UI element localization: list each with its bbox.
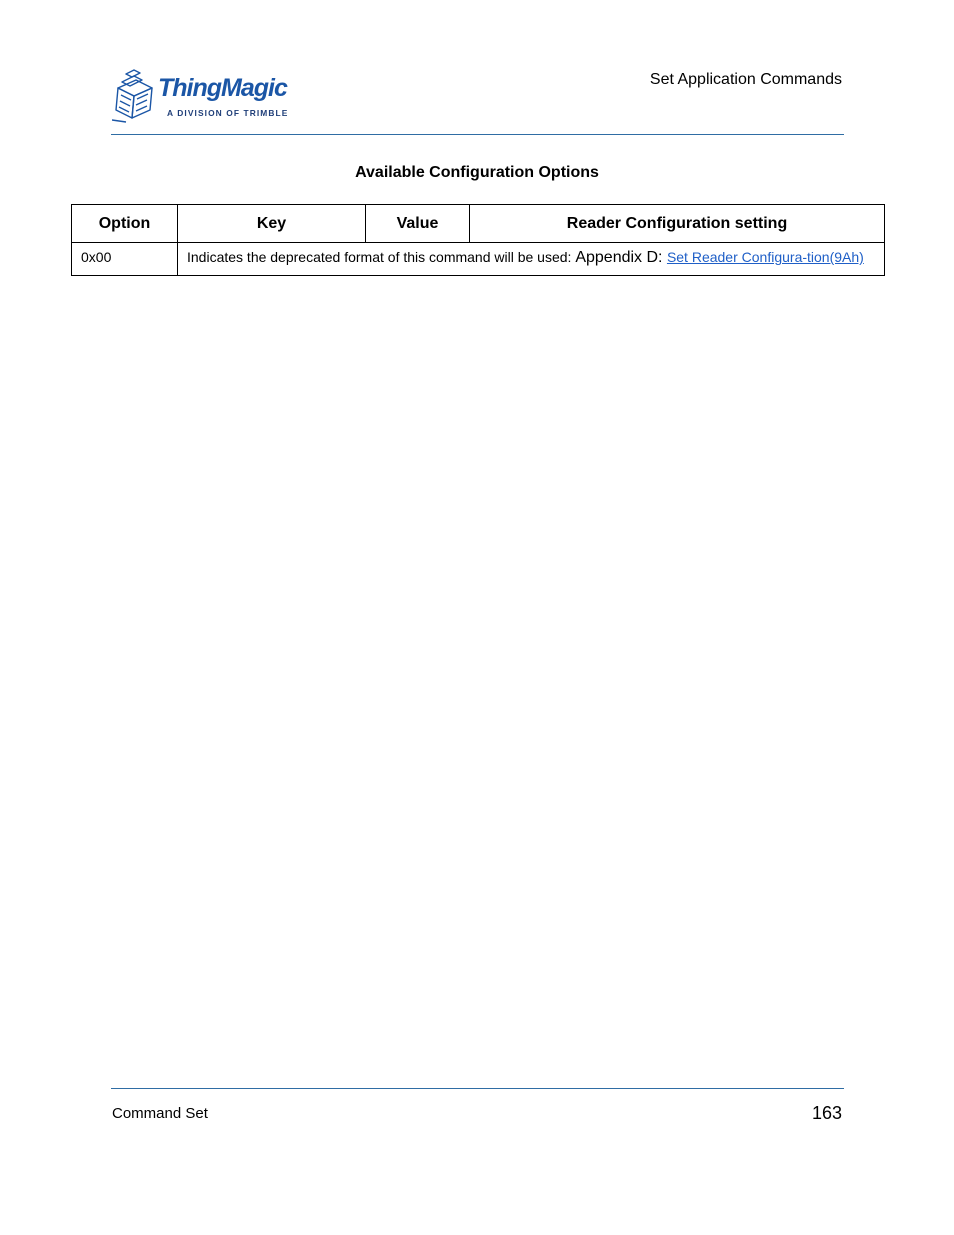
option-cell: 0x00 — [72, 243, 178, 276]
column-header-key: Key — [178, 205, 366, 243]
section-title: Set Application Commands — [649, 71, 842, 88]
configuration-options-table — [71, 204, 885, 276]
thingmagic-logo — [112, 66, 312, 126]
column-header-reader-configuration-setting: Reader Configuration setting — [470, 205, 885, 243]
description-text: Indicates the deprecated format of this command will be used: — [187, 249, 576, 265]
column-header-value: Value — [366, 205, 470, 243]
logo-box-icon — [112, 68, 156, 124]
table-row — [72, 243, 885, 276]
footer-rule — [111, 1088, 844, 1089]
logo-brand-text: ThingMagic — [158, 74, 287, 102]
appendix-reference: Appendix D: — [575, 249, 667, 266]
description-cell — [178, 243, 885, 276]
footer-chapter: Command Set — [112, 1105, 208, 1122]
header-rule — [111, 134, 844, 135]
table-caption: Available Configuration Options — [355, 164, 599, 181]
table-header-row — [72, 205, 885, 243]
set-reader-configuration-link[interactable]: Set Reader Configura-tion(9Ah) — [666, 249, 864, 265]
column-header-option: Option — [72, 205, 178, 243]
logo-tagline: A DIVISION OF TRIMBLE — [167, 108, 289, 118]
page-number: 163 — [811, 1103, 842, 1123]
